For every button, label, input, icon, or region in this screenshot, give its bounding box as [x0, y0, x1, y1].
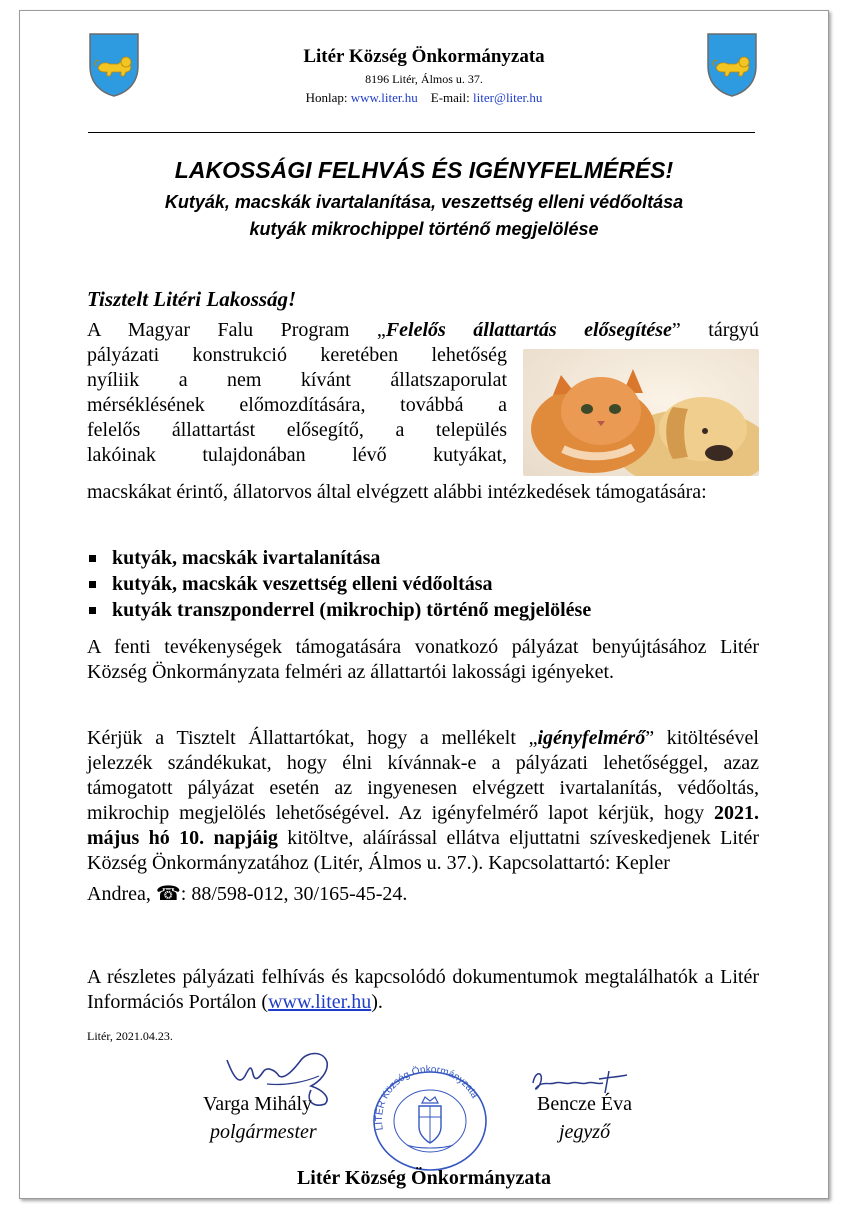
email-label: E-mail:	[430, 90, 470, 105]
cat-and-dog-photo-icon	[523, 349, 759, 476]
signatory-right-name: Bencze Éva	[537, 1093, 632, 1115]
program-name: Felelős állattartás elősegítése	[385, 319, 672, 341]
intro-wrap-line-4: felelős állattartást elősegítő, a település	[87, 419, 507, 441]
signatory-left-name: Varga Mihály	[203, 1093, 313, 1115]
issue-date: Litér, 2021.04.23.	[87, 1029, 173, 1043]
request-paragraph: Kérjük a Tisztelt Állattartókat, hogy a mellékelt „igényfelmérő” kitöltésével jelezzék szándékukat, hogy élni kívánnak-e a pályázati lehetőséggel, azaz támogatott pályázat esetén az ingyenesen elvégzett ivartalanítás, védőoltás, mikrochip megjelölés lehetőségével. Az igényfelmérő lapot kérjük, hogy 2021. május hó 10. napjáig kitöltve, aláírással ellátva eljuttatni szíveskedjenek Litér Község Önkormányzatához (Litér, Álmos u. 37.). Kapcsolattartó: Kepler Andrea, ☎: 88/598-012, 30/165-45-24.	[87, 727, 760, 905]
email-link[interactable]: liter@liter.hu	[473, 90, 543, 105]
subtitle-line-2: kutyák mikrochippel történő megjelölése	[249, 219, 599, 239]
list-item: kutyák, macskák ivartalanítása	[87, 545, 767, 571]
letterhead-address: 8196 Litér, Álmos u. 37.	[365, 72, 483, 86]
intro-wrap-line-3: mérséklésének előmozdítására, továbbá a	[87, 394, 507, 416]
footer-organization: Litér Község Önkormányzata	[296, 1167, 552, 1189]
header-divider	[88, 132, 755, 133]
contact-line: Andrea, ☎: 88/598-012, 30/165-45-24.	[87, 883, 408, 905]
intro-paragraph	[87, 318, 759, 505]
intro-wrap-line-5: lakóinak tulajdonában lévő kutyákat,	[87, 444, 507, 466]
portal-link[interactable]: www.liter.hu	[268, 991, 372, 1013]
letterhead-title: Litér Község Önkormányzata	[303, 46, 545, 67]
intro-lead-line: A Magyar Falu Program „Felelős állattartás elősegítése” tárgyú	[87, 319, 759, 341]
list-item: kutyák transzponderrel (mikrochip) történő megjelölése	[87, 597, 767, 623]
website-label: Honlap:	[305, 90, 348, 105]
subtitle-line-1: Kutyák, macskák ivartalanítása, veszettség elleni védőoltása	[164, 192, 684, 212]
official-stamp-icon	[367, 1061, 493, 1171]
signatory-right-role: jegyző	[559, 1121, 611, 1143]
intro-wrap-line-2: nyíliik a nem kívánt állatszaporulat	[87, 369, 507, 391]
form-name: igényfelmérő	[537, 727, 646, 749]
documents-paragraph: A részletes pályázati felhívás és kapcsolódó dokumentumok megtalálhatók a Litér Információs Portálon (www.liter.hu).	[87, 966, 759, 1013]
website-link[interactable]: www.liter.hu	[350, 90, 418, 105]
document-page	[19, 10, 829, 1199]
stamp-text: LITÉR Község Önkormányzata	[373, 1064, 480, 1132]
survey-paragraph: A fenti tevékenységek támogatására vonatkozó pályázat benyújtásához Litér Község Önkormányzata felméri az állattartói lakossági igényeket.	[87, 636, 759, 683]
list-item: kutyák, macskák veszettség elleni védőoltása	[87, 571, 767, 597]
intro-tail: macskákat érintő, állatorvos által elvégzett alábbi intézkedések támogatására:	[87, 481, 707, 503]
main-title: LAKOSSÁGI FELHVÁS ÉS IGÉNYFELMÉRÉS!	[174, 157, 674, 183]
signatory-left-role: polgármester	[210, 1121, 317, 1143]
letterhead-contacts	[20, 90, 828, 106]
deadline: 2021. május hó 10. napjáig	[87, 802, 759, 849]
measures-list	[87, 545, 767, 623]
salutation: Tisztelt Litéri Lakosság!	[87, 287, 297, 311]
intro-wrap-line-1: pályázati konstrukció keretében lehetőség	[87, 344, 507, 366]
